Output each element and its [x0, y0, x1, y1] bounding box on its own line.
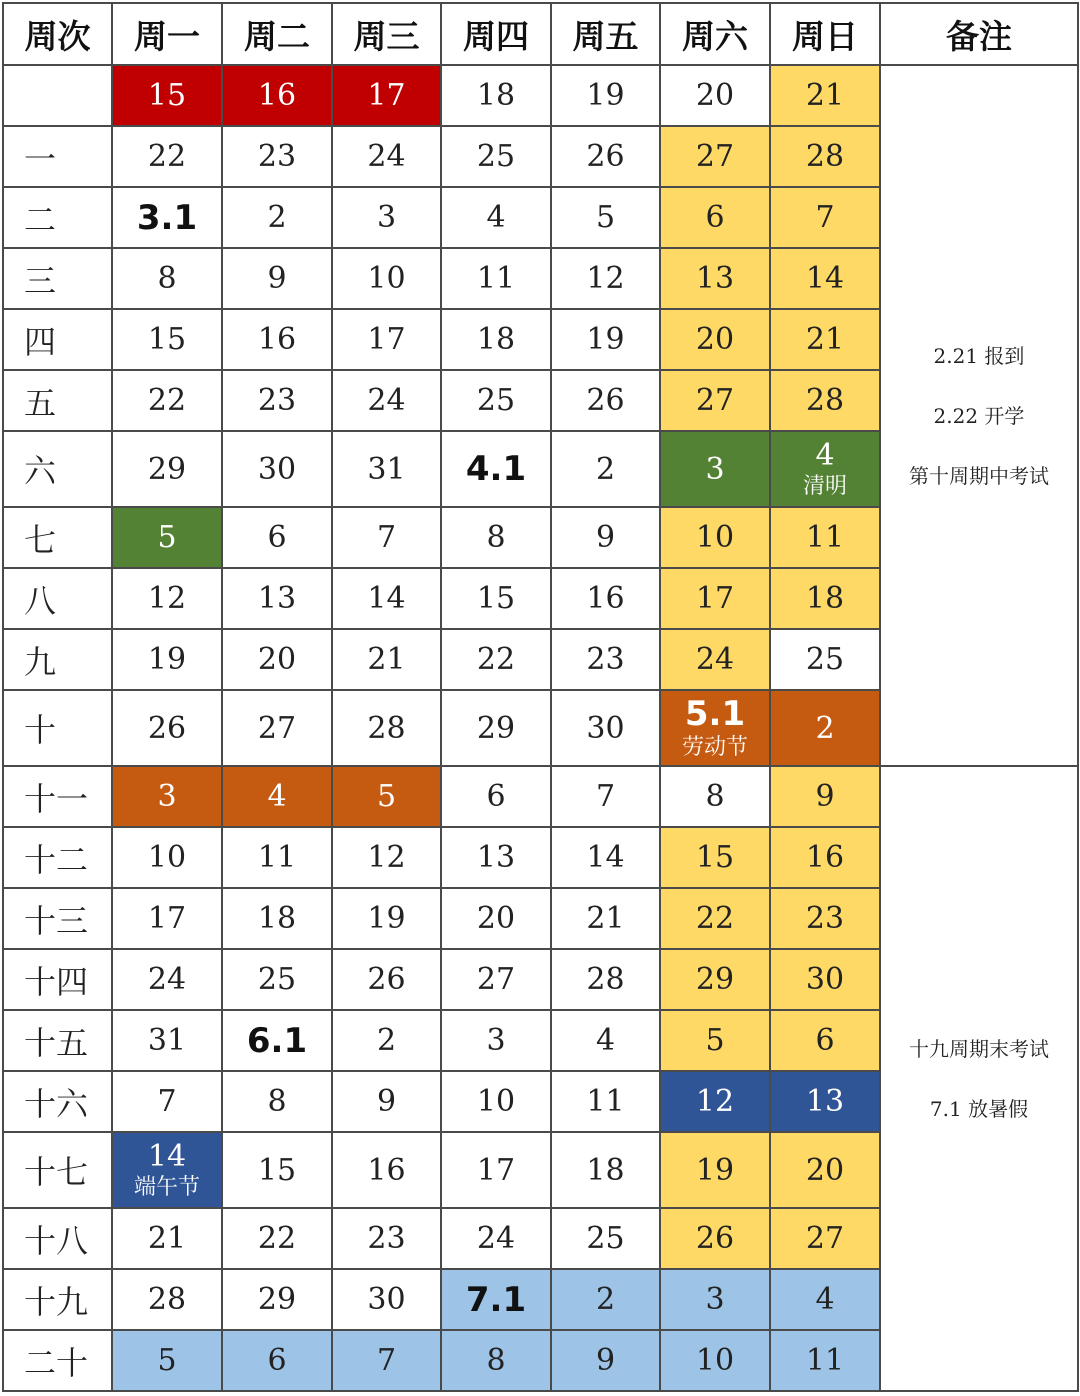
day-cell: 10: [441, 1071, 551, 1132]
holiday-cell: 12: [660, 1071, 770, 1132]
day-cell: 29: [222, 1269, 332, 1330]
day-cell: 12: [332, 827, 441, 888]
day-cell: 26: [551, 126, 660, 187]
day-cell: 9: [222, 248, 332, 309]
day-cell: 12: [112, 568, 222, 629]
vacation-cell: 6: [222, 1330, 332, 1391]
day-cell: 29: [441, 690, 551, 766]
day-cell: 26: [112, 690, 222, 766]
day-cell: 26: [551, 370, 660, 431]
day-cell: 25: [551, 1208, 660, 1269]
day-cell: 10: [332, 248, 441, 309]
day-cell: 13: [441, 827, 551, 888]
day-cell: 27: [222, 690, 332, 766]
vacation-cell: 5: [112, 1330, 222, 1391]
vacation-cell: 2: [551, 1269, 660, 1330]
day-cell: 16: [222, 309, 332, 370]
day-cell: 21: [551, 888, 660, 949]
day-cell: 17: [441, 1132, 551, 1208]
day-cell: 31: [332, 431, 441, 507]
week-label: 四: [3, 309, 112, 370]
holiday-label: 清明: [802, 474, 847, 500]
month-start-cell: 7.1: [441, 1269, 551, 1330]
day-cell: 22: [222, 1208, 332, 1269]
table-row: [3, 766, 1078, 827]
day-cell: 4: [441, 187, 551, 248]
week-label: 九: [3, 629, 112, 690]
day-cell: 2: [551, 431, 660, 507]
day-cell: 8: [112, 248, 222, 309]
day-cell: 28: [112, 1269, 222, 1330]
holiday-label: 劳动节: [681, 735, 748, 761]
day-cell: 21: [332, 629, 441, 690]
day-cell: 14: [551, 827, 660, 888]
day-cell: 16: [332, 1132, 441, 1208]
week-label: 二: [3, 187, 112, 248]
week-label: 十三: [3, 888, 112, 949]
day-cell: 27: [660, 370, 770, 431]
day-cell: 6: [222, 507, 332, 568]
day-cell: 8: [441, 507, 551, 568]
day-cell: 29: [112, 431, 222, 507]
day-cell: 22: [660, 888, 770, 949]
note-line: 第十周期中考试: [909, 463, 1049, 488]
week-label: 十四: [3, 949, 112, 1010]
day-cell: 28: [332, 690, 441, 766]
header-wed: 周三: [332, 3, 441, 65]
week-label: [3, 65, 112, 126]
holiday-cell: 3: [112, 766, 222, 827]
day-cell: 25: [770, 629, 880, 690]
header-sat: 周六: [660, 3, 770, 65]
holiday-cell: 5: [112, 507, 222, 568]
day-cell: 11: [222, 827, 332, 888]
week-label: 十五: [3, 1010, 112, 1071]
header-week: 周次: [3, 3, 112, 65]
week-label: 十一: [3, 766, 112, 827]
header-notes: 备注: [880, 3, 1078, 65]
day-cell: 23: [222, 370, 332, 431]
day-cell: 30: [551, 690, 660, 766]
day-cell: 19: [332, 888, 441, 949]
week-label: 七: [3, 507, 112, 568]
day-cell: 21: [112, 1208, 222, 1269]
week-label: 十九: [3, 1269, 112, 1330]
week-label: 二十: [3, 1330, 112, 1391]
week-label: 十八: [3, 1208, 112, 1269]
header-mon: 周一: [112, 3, 222, 65]
day-cell: 15: [112, 65, 222, 126]
holiday-cell-dragon-boat: [112, 1132, 222, 1208]
day-cell: 29: [660, 949, 770, 1010]
header-thu: 周四: [441, 3, 551, 65]
day-cell: 20: [222, 629, 332, 690]
day-cell: 6: [770, 1010, 880, 1071]
day-cell: 23: [770, 888, 880, 949]
day-cell: 26: [660, 1208, 770, 1269]
day-cell: 19: [551, 65, 660, 126]
day-cell: 30: [222, 431, 332, 507]
day-cell: 19: [660, 1132, 770, 1208]
day-cell: 18: [441, 309, 551, 370]
day-cell: 15: [222, 1132, 332, 1208]
holiday-cell: 3: [660, 431, 770, 507]
day-cell: 11: [441, 248, 551, 309]
week-label: 十七: [3, 1132, 112, 1208]
day-number: 5.1: [684, 693, 746, 734]
day-cell: 25: [441, 126, 551, 187]
day-cell: 24: [441, 1208, 551, 1269]
month-start-cell: 4.1: [441, 431, 551, 507]
day-cell: 8: [660, 766, 770, 827]
holiday-cell: 2: [770, 690, 880, 766]
day-number: 4: [815, 437, 835, 473]
day-cell: 22: [112, 370, 222, 431]
week-label: 六: [3, 431, 112, 507]
day-cell: 24: [332, 126, 441, 187]
day-cell: 16: [222, 65, 332, 126]
day-cell: 9: [770, 766, 880, 827]
vacation-cell: 4: [770, 1269, 880, 1330]
holiday-cell: 4: [222, 766, 332, 827]
day-cell: 15: [660, 827, 770, 888]
holiday-cell: 13: [770, 1071, 880, 1132]
vacation-cell: 10: [660, 1330, 770, 1391]
notes-cell-bottom: [880, 766, 1078, 1391]
day-cell: 7: [551, 766, 660, 827]
week-label: 八: [3, 568, 112, 629]
day-cell: 13: [222, 568, 332, 629]
day-cell: 7: [112, 1071, 222, 1132]
day-cell: 8: [222, 1071, 332, 1132]
day-cell: 3: [332, 187, 441, 248]
day-cell: 5: [660, 1010, 770, 1071]
day-cell: 9: [551, 507, 660, 568]
day-cell: 2: [332, 1010, 441, 1071]
day-cell: 20: [770, 1132, 880, 1208]
day-cell: 23: [551, 629, 660, 690]
day-cell: 28: [551, 949, 660, 1010]
day-cell: 5: [551, 187, 660, 248]
day-cell: 28: [770, 126, 880, 187]
day-cell: 10: [660, 507, 770, 568]
day-cell: 16: [551, 568, 660, 629]
day-cell: 27: [770, 1208, 880, 1269]
day-cell: 6: [660, 187, 770, 248]
day-cell: 30: [770, 949, 880, 1010]
header-row: [3, 3, 1078, 65]
day-cell: 24: [660, 629, 770, 690]
day-cell: 20: [660, 309, 770, 370]
note-line: 7.1 放暑假: [929, 1096, 1029, 1121]
vacation-cell: 7: [332, 1330, 441, 1391]
day-cell: 3: [441, 1010, 551, 1071]
day-cell: 24: [332, 370, 441, 431]
week-label: 三: [3, 248, 112, 309]
day-cell: 18: [770, 568, 880, 629]
day-cell: 24: [112, 949, 222, 1010]
day-cell: 14: [332, 568, 441, 629]
day-cell: 15: [112, 309, 222, 370]
day-cell: 19: [551, 309, 660, 370]
day-cell: 31: [112, 1010, 222, 1071]
day-cell: 30: [332, 1269, 441, 1330]
day-cell: 15: [441, 568, 551, 629]
day-cell: 21: [770, 65, 880, 126]
month-start-cell: 3.1: [112, 187, 222, 248]
day-cell: 11: [770, 507, 880, 568]
day-cell: 20: [441, 888, 551, 949]
week-label: 一: [3, 126, 112, 187]
day-cell: 27: [660, 126, 770, 187]
day-cell: 12: [551, 248, 660, 309]
day-cell: 23: [332, 1208, 441, 1269]
vacation-cell: 8: [441, 1330, 551, 1391]
holiday-cell-qingming: [770, 431, 880, 507]
notes-cell-top: [880, 65, 1078, 766]
day-cell: 25: [441, 370, 551, 431]
header-sun: 周日: [770, 3, 880, 65]
day-cell: 11: [551, 1071, 660, 1132]
day-cell: 17: [332, 65, 441, 126]
day-cell: 19: [112, 629, 222, 690]
holiday-label: 端午节: [133, 1175, 200, 1201]
day-cell: 7: [770, 187, 880, 248]
day-cell: 26: [332, 949, 441, 1010]
holiday-cell: 5: [332, 766, 441, 827]
vacation-cell: 11: [770, 1330, 880, 1391]
day-cell: 13: [660, 248, 770, 309]
day-cell: 18: [222, 888, 332, 949]
day-cell: 6: [441, 766, 551, 827]
note-line: 十九周期末考试: [909, 1036, 1049, 1061]
day-cell: 9: [332, 1071, 441, 1132]
day-cell: 17: [332, 309, 441, 370]
week-label: 十六: [3, 1071, 112, 1132]
day-cell: 2: [222, 187, 332, 248]
week-label: 十二: [3, 827, 112, 888]
day-cell: 10: [112, 827, 222, 888]
day-cell: 18: [551, 1132, 660, 1208]
week-label: 十: [3, 690, 112, 766]
day-cell: 14: [770, 248, 880, 309]
day-cell: 18: [441, 65, 551, 126]
day-cell: 17: [660, 568, 770, 629]
vacation-cell: 3: [660, 1269, 770, 1330]
day-cell: 25: [222, 949, 332, 1010]
school-calendar-table: [2, 2, 1079, 1392]
week-label: 五: [3, 370, 112, 431]
day-cell: 27: [441, 949, 551, 1010]
header-fri: 周五: [551, 3, 660, 65]
day-cell: 28: [770, 370, 880, 431]
day-cell: 7: [332, 507, 441, 568]
day-cell: 22: [441, 629, 551, 690]
holiday-cell-labor-day: [660, 690, 770, 766]
month-start-cell: 6.1: [222, 1010, 332, 1071]
note-line: 2.22 开学: [933, 403, 1025, 428]
note-line: 2.21 报到: [933, 343, 1025, 368]
table-row: [3, 65, 1078, 126]
day-cell: 21: [770, 309, 880, 370]
day-cell: 22: [112, 126, 222, 187]
day-number: 14: [147, 1138, 187, 1174]
day-cell: 16: [770, 827, 880, 888]
day-cell: 20: [660, 65, 770, 126]
vacation-cell: 9: [551, 1330, 660, 1391]
day-cell: 4: [551, 1010, 660, 1071]
header-tue: 周二: [222, 3, 332, 65]
day-cell: 17: [112, 888, 222, 949]
day-cell: 23: [222, 126, 332, 187]
